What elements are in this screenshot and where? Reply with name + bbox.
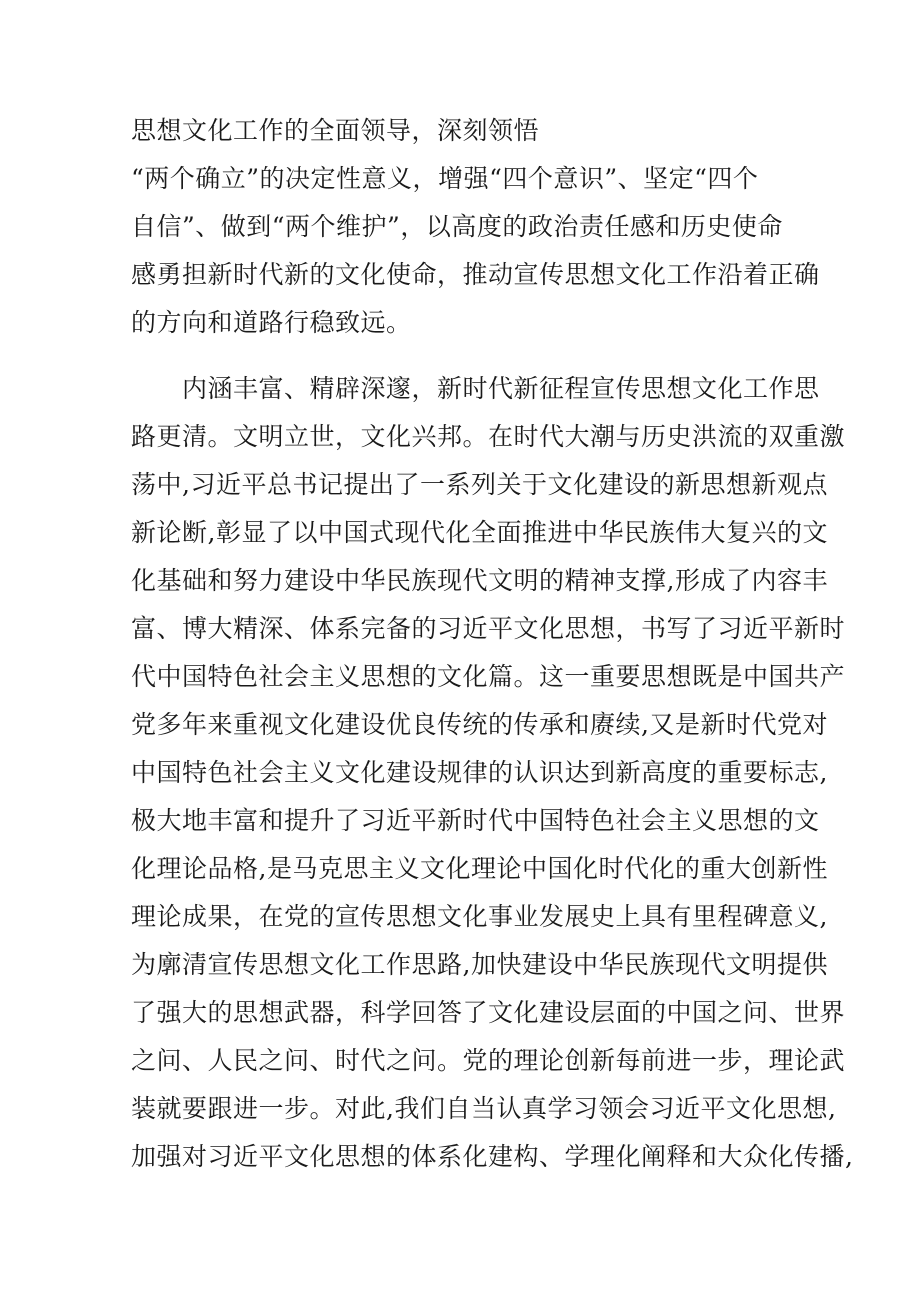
text-line: 新论断,彰显了以中国式现代化全面推进中华民族伟大复兴的文 <box>131 518 828 547</box>
text-line: 极大地丰富和提升了习近平新时代中国特色社会主义思想的文 <box>131 806 820 835</box>
text-line: 感勇担新时代新的文化使命，推动宣传思想文化工作沿着正确 <box>131 260 820 289</box>
text-line: 自信”、做到“两个维护”，以高度的政治责任感和历史使命 <box>131 212 783 241</box>
text-line: 思想文化工作的全面领导，深刻领悟 <box>131 116 540 145</box>
text-line: 内涵丰富、精辟深邃，新时代新征程宣传思想文化工作思 <box>182 374 820 403</box>
text-line: 中国特色社会主义文化建设规律的认识达到新高度的重要标志, <box>131 758 828 787</box>
text-line: 了强大的思想武器，科学回答了文化建设层面的中国之问、世界 <box>131 998 846 1027</box>
text-line: 理论成果，在党的宣传思想文化事业发展史上具有里程碑意义, <box>131 902 828 931</box>
text-line: “两个确立”的决定性意义，增强“四个意识”、坚定“四个 <box>131 164 759 193</box>
text-line: 的方向和道路行稳致远。 <box>131 308 412 337</box>
text-line: 富、博大精深、体系完备的习近平文化思想，书写了习近平新时 <box>131 614 846 643</box>
text-line: 之问、人民之问、时代之问。党的理论创新每前进一步，理论武 <box>131 1046 846 1075</box>
text-line: 化理论品格,是马克思主义文化理论中国化时代化的重大创新性 <box>131 854 828 883</box>
text-line: 装就要跟进一步。对此,我们自当认真学习领会习近平文化思想, <box>131 1094 837 1123</box>
text-line: 化基础和努力建设中华民族现代文明的精神支撑,形成了内容丰 <box>131 566 828 595</box>
text-line: 荡中,习近平总书记提出了一系列关于文化建设的新思想新观点 <box>131 470 828 499</box>
text-line: 路更清。文明立世，文化兴邦。在时代大潮与历史洪流的双重激 <box>131 422 846 451</box>
text-line: 代中国特色社会主义思想的文化篇。这一重要思想既是中国共产 <box>131 662 846 691</box>
text-line: 为廓清宣传思想文化工作思路,加快建设中华民族现代文明提供 <box>131 950 828 979</box>
text-line: 加强对习近平文化思想的体系化建构、学理化阐释和大众化传播, <box>131 1142 854 1171</box>
text-line: 党多年来重视文化建设优良传统的传承和赓续,又是新时代党对 <box>131 710 828 739</box>
